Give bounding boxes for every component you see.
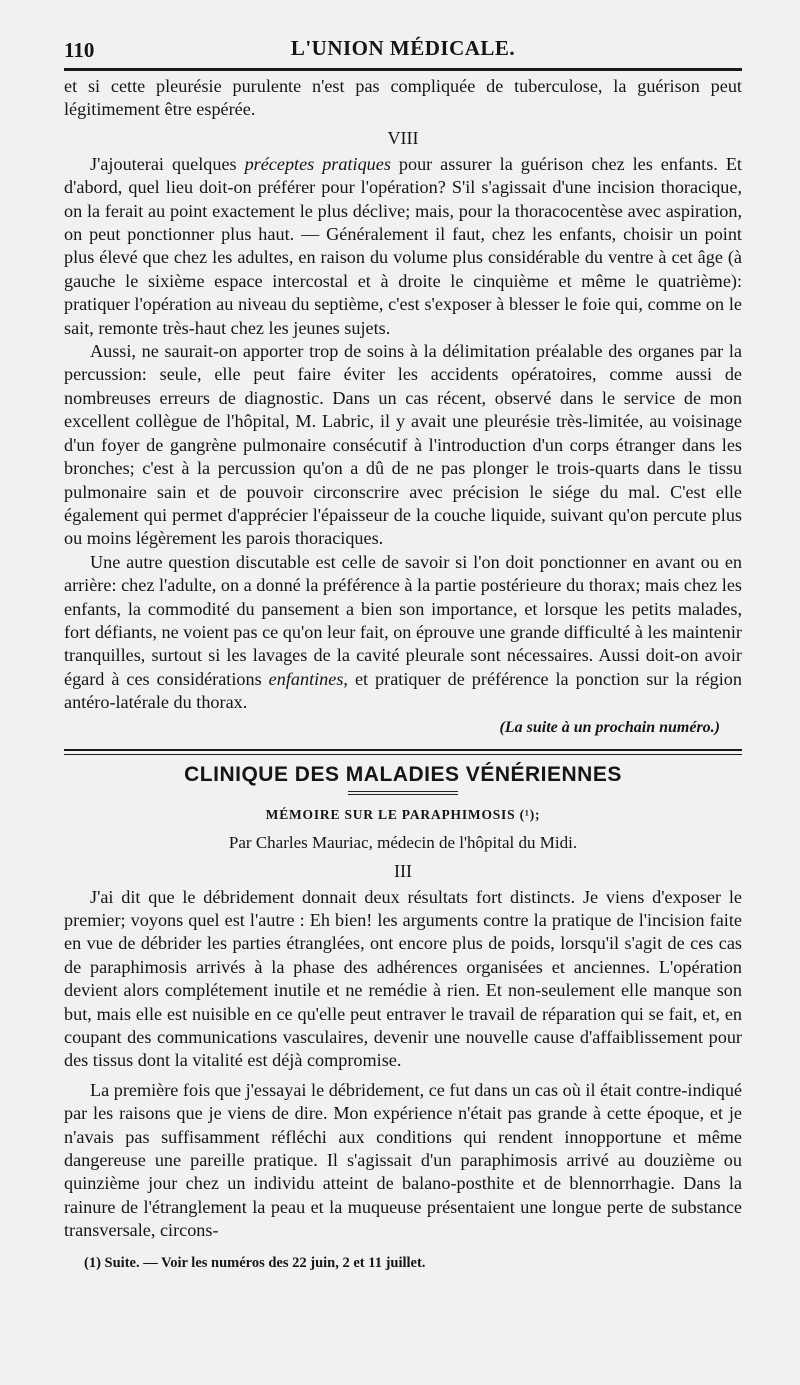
article-title: CLINIQUE DES MALADIES VÉNÉRIENNES <box>184 762 622 786</box>
section-heading-iii: III <box>394 860 412 881</box>
text-run: , et pratiquer de préférence la ponction sur la région antéro-latérale du thorax. <box>64 668 742 713</box>
text-run: J'ajouterai quelques <box>90 153 245 174</box>
italic-text: enfantines <box>268 668 344 689</box>
paragraph: Aussi, ne saurait-on apporter trop de soins à la délimitation préalable des organes par la percussion: seule, elle peut faire éviter les accidents opératoires, comme aussi de nombreuses erreurs de diagnostic. Dans un cas récent, observé dans le service de mon excellent collègue de l'hôpital, M. Labric, il y avait une pleurésie très-limitée, au voisinage d'un foyer de gangrène pulmonaire consécutif à l'introduction d'un corps étranger dans les bronches; c'est à la percussion qu'on a dû de ne pas plonger le trois-quarts dans le tissu pulmonaire sain et de pouvoir circonscrire avec précision le siége du mal. C'est elle également qui permet d'apprécier l'épaisseur de la couche liquide, suivant qu'on percute plus ou moins légèrement les parois thoraciques. <box>64 341 742 549</box>
italic-text: préceptes pratiques <box>244 153 391 174</box>
journal-page <box>64 34 742 1272</box>
memoire-subtitle: MÉMOIRE SUR LE PARAPHIMOSIS (¹); <box>265 806 541 822</box>
continuation-paragraph: et si cette pleurésie purulente n'est pas compliquée de tuberculose, la guérison peut légitimement être espérée. <box>64 76 742 120</box>
running-title: L'UNION MÉDICALE. <box>290 36 516 60</box>
paragraph <box>64 153 742 340</box>
page-header <box>64 34 742 68</box>
section-divider-rule <box>64 749 742 755</box>
paragraph: J'ai dit que le débridement donnait deux résultats fort distincts. Je viens d'exposer le premier; voyons quel est l'autre : Eh bien! les arguments contre la pratique de l'incision faite en vue de débrider les parties étranglées, ont encore plus de poids, lorsqu'il s'agit de ces cas de paraphimosis arrivés à la phase des adhérences organisées et anciennes. L'opération devient alors complétement inutile et ne remédie à rien. Et non-seulement elle manque son but, mais elle est nuisible en ce qu'elle peut entraver le travail de réparation qui se fait, et, en coupant des communications vasculaires, devenir une nouvelle cause d'affaiblissement pour des tissus dont la vitalité est déjà compromise. <box>64 886 742 1071</box>
paragraph <box>64 551 742 715</box>
title-rule <box>348 791 458 795</box>
text-run: pour assurer la guérison chez les enfants. Et d'abord, quel lieu doit-on préférer pour l'opération? S'il s'agissait d'une incision thoracique, on la ferait au point exactement le plus déclive; mais, pour la thoracocentèse avec aspiration, on peut ponctionner plus haut. — Généralement il faut, chez les enfants, choisir un point plus élevé que chez les adultes, en raison du volume plus considérable du ventre à cet âge (à gauche le sixième espace intercostal et à droite le cinquième et même le quatrième): pratiquer l'opération au niveau du septième, c'est s'exposer à blesser le foie qui, comme on le sait, remonte très-haut chez les jeunes sujets. <box>64 153 742 338</box>
to-be-continued-note: (La suite à un prochain numéro.) <box>499 718 720 736</box>
author-line: Par Charles Mauriac, médecin de l'hôpital du Midi. <box>228 832 578 852</box>
footnote: (1) Suite. — Voir les numéros des 22 juin, 2 et 11 juillet. <box>84 1254 426 1271</box>
article-paraphimosis <box>64 763 742 1272</box>
paragraph: La première fois que j'essayai le débridement, ce fut dans un cas où il était contre-indiqué par les raisons que je viens de dire. Mon expérience n'était pas grande à cette époque, et je n'avais pas suffisamment réfléchi aux conditions qui rendent innopportune et même dangereuse une pareille pratique. Il s'agissait d'un paraphimosis arrivé au douzième ou quinzième jour chez un individu atteint de balano-posthite et de blennorrhagie. Dans la rainure de l'étranglement la peau et la muqueuse présentaient une longue perte de substance transversale, circons- <box>64 1079 742 1241</box>
header-rule <box>64 68 742 71</box>
section-heading-viii: VIII <box>387 127 419 148</box>
text-run: Une autre question discutable est celle de savoir si l'on doit ponctionner en avant ou en arrière: chez l'adulte, on a donné la préférence à la partie postérieure du thorax; mais chez les enfants, la commodité du pansement a bien son importance, et lorsque les petits malades, fort défiants, ne voient pas ce qu'on leur fait, on éprouve une grande difficulté à les maintenir tranquilles, surtout si les lavages de la cavité pleurale sont nécessaires. Aussi doit-on avoir égard à ces considérations <box>64 551 742 689</box>
page-number: 110 <box>64 38 95 62</box>
article-pleurisy <box>64 75 742 737</box>
